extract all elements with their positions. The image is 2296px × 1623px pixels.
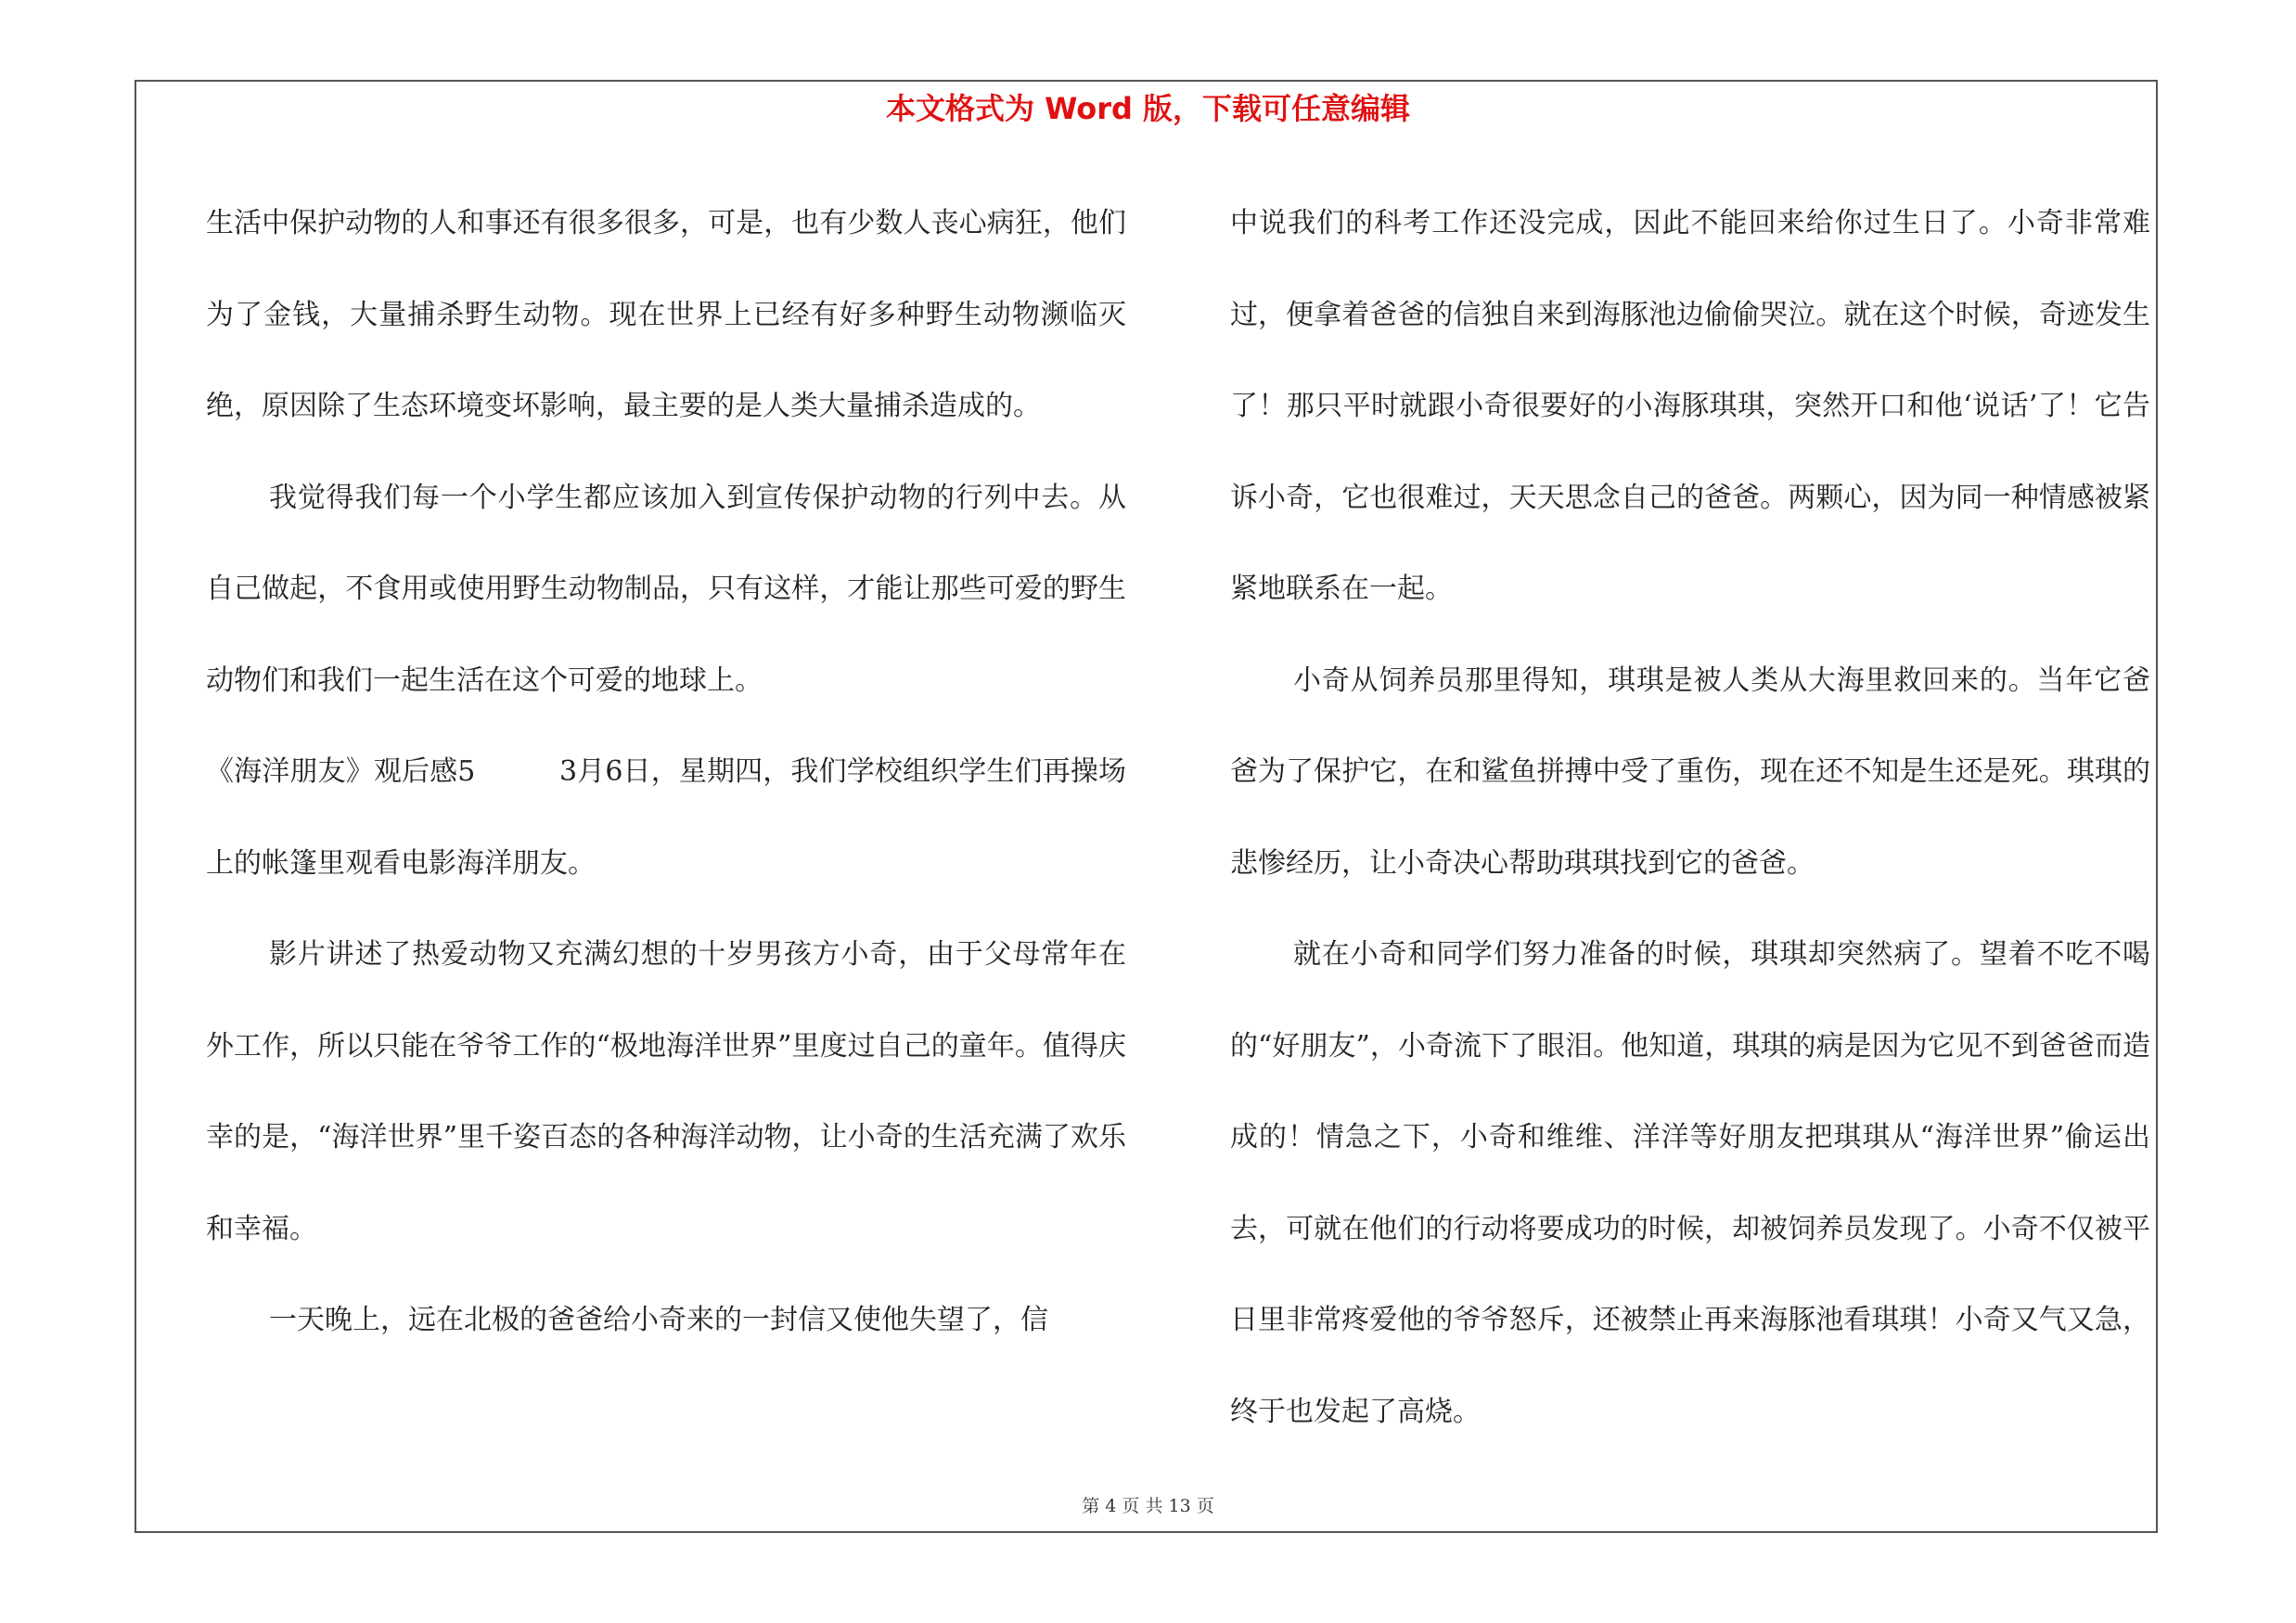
paragraph-qiqi-sick: 就在小奇和同学们努力准备的时候，琪琪却突然病了。望着不吃不喝的“好朋友”，小奇流下了眼泪。他知道，琪琪的病是因为它见不到爸爸而造成的！情急之下，小奇和维维、洋洋等好朋友把琪琪从“海洋世界”偷运出去，可就在他们的行动将要成功的时候，却被饲养员发现了。小奇不仅被平日里非常疼爱他的爷爷怒斥，还被禁止再来海豚池看琪琪！小奇又气又急，终于也发起了高烧。 — [1230, 938, 2150, 1428]
paragraph-letter-start: 一天晚上，远在北极的爸爸给小奇来的一封信又使他失望了，信 — [269, 1304, 1048, 1336]
paragraph-letter-continued: 中说我们的科考工作还没完成，因此不能回来给你过生日了。小奇非常难过，便拿着爸爸的信独自来到海豚池边偷偷哭泣。就在这个时候，奇迹发生了！那只平时就跟小奇很要好的小海豚琪琪，突然开口和他‘说话’了！它告诉小奇，它也很难过，天天思念自己的爸爸。两颗心，因为同一种情感被紧紧地联系在一起。 — [1230, 207, 2150, 605]
paragraph-film-summary: 影片讲述了热爱动物又充满幻想的十岁男孩方小奇，由于父母常年在外工作，所以只能在爷爷工作的“极地海洋世界”里度过自己的童年。值得庆幸的是，“海洋世界”里千姿百态的各种海洋动物，让小奇的生活充满了欢乐和幸福。 — [206, 938, 1126, 1245]
paragraph-essay-heading: 《海洋朋友》观后感5 3月6日，星期四，我们学校组织学生们再操场上的帐篷里观看电影海洋朋友。 — [206, 755, 1126, 880]
paragraph-continued-protection: 生活中保护动物的人和事还有很多很多，可是，也有少数人丧心病狂，他们为了金钱，大量捕杀野生动物。现在世界上已经有好多种野生动物濒临灭绝，原因除了生态环境变坏影响，最主要的是人类大量捕杀造成的。 — [206, 207, 1126, 422]
page-number-footer: 第 4 页 共 13 页 — [1082, 1496, 1214, 1516]
right-text-column — [1230, 178, 2150, 1458]
paragraph-qiqi-origin: 小奇从饲养员那里得知，琪琪是被人类从大海里救回来的。当年它爸爸为了保护它，在和鲨鱼拼搏中受了重伤，现在还不知是生还是死。琪琪的悲惨经历，让小奇决心帮助琪琪找到它的爸爸。 — [1230, 663, 2150, 880]
left-text-column — [206, 178, 1126, 1367]
word-format-banner: 本文格式为 Word 版，下载可任意编辑 — [885, 91, 1411, 126]
paragraph-student-duty: 我觉得我们每一个小学生都应该加入到宣传保护动物的行列中去。从自己做起，不食用或使用野生动物制品，只有这样，才能让那些可爱的野生动物们和我们一起生活在这个可爱的地球上。 — [206, 481, 1126, 697]
